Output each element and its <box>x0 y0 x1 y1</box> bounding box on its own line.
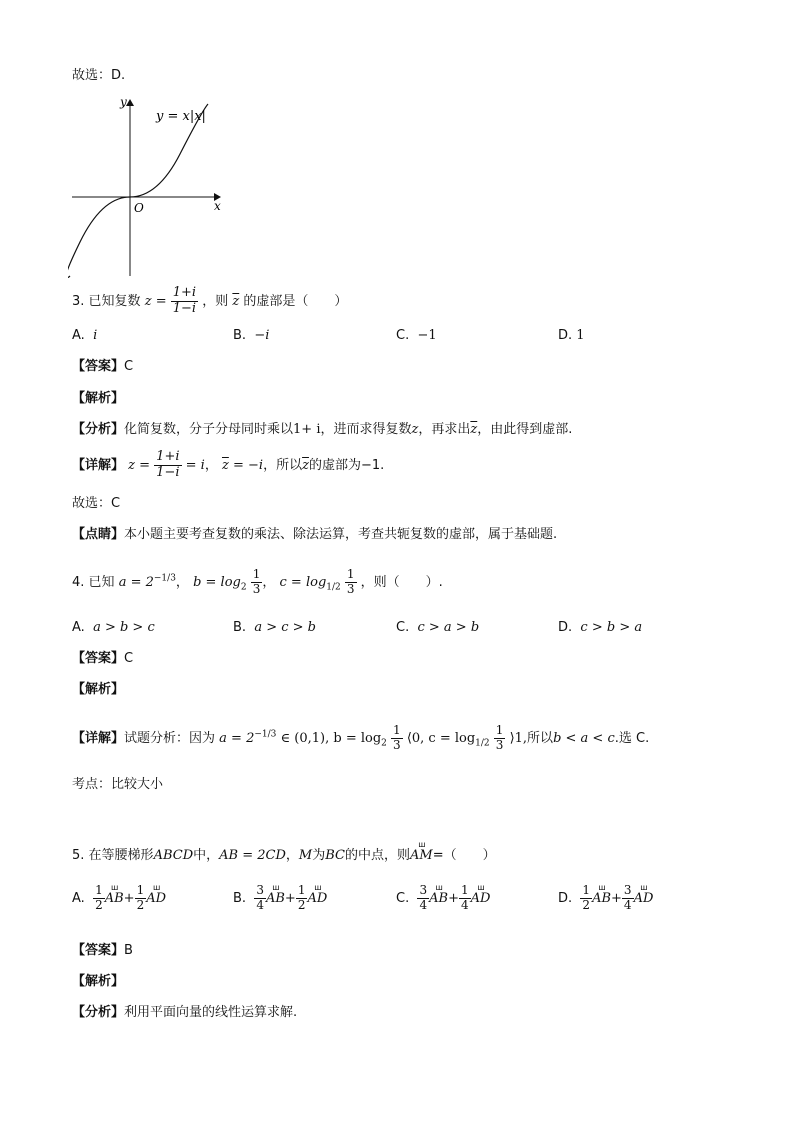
curve-left <box>68 197 130 278</box>
q5-option-d: D. $\frac{1}{2}$ ш AB+ $\frac{3}{4}$ ш AD <box>558 882 654 912</box>
q3-option-b: B. −i <box>233 328 270 343</box>
q5-jiexi: 【解析】 <box>72 974 125 989</box>
graph-y-x-abs-x <box>68 92 228 278</box>
q3-frac-den: 1−i <box>172 300 197 316</box>
q5-option-b: B. $\frac{3}{4}$ ш AB+ $\frac{1}{2}$ ш AD <box>233 882 328 912</box>
q3-option-d: D. 1 <box>558 328 585 343</box>
q2-answer-line: 故选：D. <box>72 68 126 83</box>
origin-label: O <box>134 201 144 215</box>
q3-stem-mid: ，则 <box>202 293 229 309</box>
q3-answer: 【答案】C <box>72 359 134 374</box>
y-axis-label: y <box>120 95 127 109</box>
q3-zbar: $\overline{z}$ <box>232 293 240 309</box>
q3-jiexi: 【解析】 <box>72 391 125 406</box>
q3-fenxi: 【分析】化简复数，分子分母同时乘以1+ i，进而求得复数z，再求出$\overline{z}$，由此得到虚部. <box>72 422 573 437</box>
q5-option-c: C. $\frac{3}{4}$ ш AB+ $\frac{1}{4}$ ш AD <box>396 882 491 912</box>
q3-fraction <box>171 286 198 317</box>
q5-stem: 5. 在等腰梯形ABCD中，AB = 2CD，M为BC的中点，则 ш AM=（ ） <box>72 840 496 863</box>
q3-frac-num: 1+i <box>172 285 197 300</box>
q3-number: 3. <box>72 293 85 309</box>
curve-label: y = x|x| <box>156 109 206 124</box>
q4-option-d: D. c > b > a <box>558 620 643 635</box>
q5-option-a: A. $\frac{1}{2}$ ш AB+ $\frac{1}{2}$ ш AD <box>72 882 167 912</box>
q3-option-a: A. i <box>72 328 98 343</box>
q4-answer: 【答案】C <box>72 651 134 666</box>
q3-eq: = <box>155 293 167 309</box>
q4-xiangjie: 【详解】试题分析：因为 $a = 2^{-1/3}$ ∈ (0,1), $b = \log_2$ $\frac{1}{3}$ ⟨0, $c = \log_{1/2}$ $\frac{1}{3}$ ⟩1,所以b < a < c.选 C. <box>72 723 650 752</box>
q5-answer: 【答案】B <box>72 943 133 958</box>
q3-stem <box>72 286 347 317</box>
q3-stem-pre: 已知复数 <box>88 293 141 309</box>
q4-option-b: B. a > c > b <box>233 620 316 635</box>
q4-stem: 4. 已知 $a = 2^{-1/3}$， $b = \log_2$ $\frac{1}{3}$ ， $c = \log_{1/2}$ $\frac{1}{3}$ ，则（ ）. <box>72 567 443 596</box>
q3-stem-post: 的虚部是（ ） <box>243 293 348 309</box>
q5-fenxi: 【分析】利用平面向量的线性运算求解. <box>72 1005 298 1020</box>
x-axis-label: x <box>214 199 221 213</box>
q4-option-a: A. a > b > c <box>72 620 155 635</box>
q3-z: z <box>144 293 152 309</box>
q3-dianjing: 【点睛】本小题主要考查复数的乘法、除法运算，考查共轭复数的虚部，属于基础题. <box>72 527 558 542</box>
q3-option-c: C. −1 <box>396 328 437 343</box>
q3-xiangjie: 【详解】 z = $\frac{1+i}{1-i}$ = i， $\overline{z} = -i$，所以$\overline{z}$的虚部为−1. <box>72 449 385 480</box>
q3-guxuan: 故选：C <box>72 496 121 511</box>
q4-jiexi: 【解析】 <box>72 682 125 697</box>
q4-kaodian: 考点：比较大小 <box>72 777 164 792</box>
q3-xj-fraction: $\frac{1+i}{1-i}$ <box>156 449 180 480</box>
q5-vec-am: ш AM <box>410 840 433 863</box>
q4-option-c: C. c > a > b <box>396 620 480 635</box>
